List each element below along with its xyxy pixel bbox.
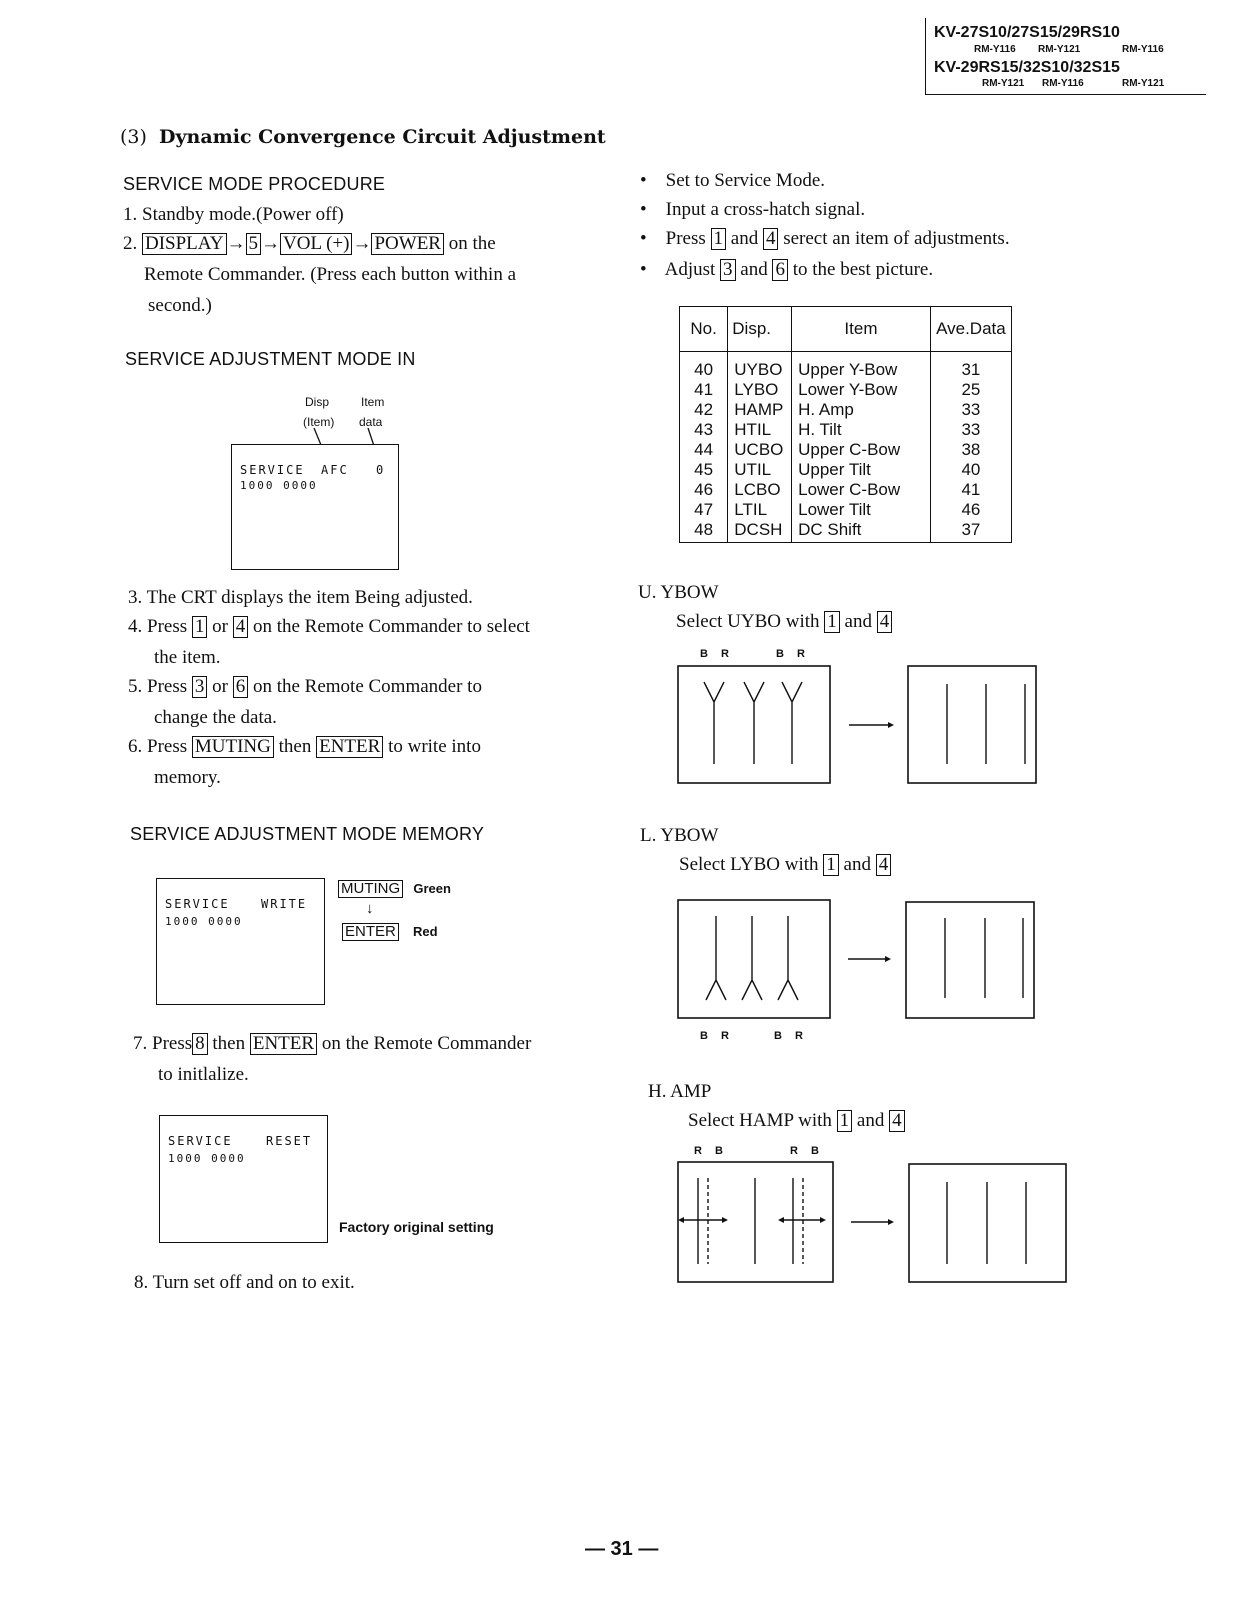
section-number: (3) [120,126,147,148]
step-1: 1. Standby mode.(Power off) [123,204,344,225]
table-row [680,500,1012,520]
step-text: or [212,676,228,697]
hamp-label: R B [694,1145,728,1157]
table-row [680,400,1012,420]
cell: H. Tilt [792,420,931,440]
step-8: 8. Turn set off and on to exit. [134,1272,355,1293]
cell: 42 [680,400,728,420]
step-text: then [212,1033,246,1054]
models-line-1: KV-27S10/27S15/29RS10 [934,24,1120,41]
key-4: 4 [763,228,779,250]
key-3: 3 [720,259,736,281]
step-text: on the Remote Commander to select [252,616,530,637]
cell: 33 [930,400,1011,420]
key-muting: MUTING [192,736,274,758]
bullet-2 [640,199,865,221]
key-enter: ENTER [342,923,399,941]
cell: Lower C-Bow [792,480,931,500]
arrow-down-icon: ↓ [366,900,374,917]
cell: DCSH [728,520,792,543]
step-text: on the Remote Commander to [252,676,482,697]
section-title-text: Dynamic Convergence Circuit Adjustment [159,126,606,148]
cell: UTIL [728,460,792,480]
step-text: on the Remote Commander [321,1033,532,1054]
callout-text: Disp [305,395,330,409]
screen-service-write [156,878,325,1005]
cell: Upper Y-Bow [792,352,931,381]
uybow-instruction [676,611,892,633]
instruction-text: Select LYBO with [679,854,819,875]
lybow-label: B R [774,1030,808,1042]
cell: 45 [680,460,728,480]
screen-text: 1000 0000 [168,1152,246,1165]
hamp-diagram [676,1160,1071,1286]
bullet-icon: • [640,170,647,191]
key-8: 8 [192,1033,208,1055]
cell: 37 [930,520,1011,543]
bullet-text: and [740,259,768,280]
cell: 41 [930,480,1011,500]
key-muting: MUTING [338,880,403,898]
instruction-text: Select UYBO with [676,611,820,632]
cell: LCBO [728,480,792,500]
cell: 44 [680,440,728,460]
step-4-line-2: the item. [154,647,221,668]
arrow: → [261,233,280,254]
key-3: 3 [192,676,208,698]
screen-text: SERVICE [165,897,230,911]
key-power: POWER [371,233,444,255]
cell: 43 [680,420,728,440]
bullet-text: Press [665,228,706,249]
step-text: to write into [388,736,481,757]
step-2 [123,233,496,255]
screen-text: 1000 0000 [240,479,318,492]
key-1: 1 [823,854,839,876]
bullet-text: Set to Service Mode. [665,170,826,191]
screen-text: 1000 0000 [165,915,243,928]
bullet-text: to the best picture. [792,259,934,280]
bullet-icon: • [640,259,647,280]
step-text: 7. Press [133,1033,193,1054]
callout-text: (Item) [303,415,335,429]
cell: HAMP [728,400,792,420]
cell: 41 [680,380,728,400]
muting-green [338,880,451,898]
step-2-line-3: second.) [148,295,212,316]
key-5: 5 [246,233,262,255]
cell: 38 [930,440,1011,460]
cell: HTIL [728,420,792,440]
step-text: 4. Press [128,616,188,637]
cell: UCBO [728,440,792,460]
table-row [680,480,1012,500]
callout-text: Item [361,395,385,409]
step-text: 6. Press [128,736,188,757]
remote-label: RM-Y116 [1122,44,1164,55]
col-header: Ave.Data [930,307,1011,352]
step-text: on the [448,233,496,254]
col-header: Disp. [728,307,792,352]
cell: Lower Tilt [792,500,931,520]
key-display: DISPLAY [142,233,227,255]
lybow-diagram [676,898,1071,1022]
lybow-title: L. YBOW [640,825,719,846]
cell: 33 [930,420,1011,440]
key-enter: ENTER [316,736,383,758]
cell: 40 [930,460,1011,480]
arrow: → [226,233,246,254]
cell: Upper Tilt [792,460,931,480]
instruction-text: and [856,1110,885,1131]
screen-text: SERVICE [168,1134,233,1148]
table-row [680,352,1012,381]
bullet-1 [640,170,825,192]
screen-text: 0 [376,463,386,477]
remote-label: RM-Y121 [1038,44,1081,55]
model-header [925,18,1206,95]
page-number: — 31 — [585,1538,659,1560]
cell: 31 [930,352,1011,381]
key-6: 6 [233,676,249,698]
instruction-text: and [843,854,871,875]
table-header-row [680,307,1012,352]
screen-service-in [231,444,399,570]
step-6-line-2: memory. [154,767,221,788]
remote-label: RM-Y121 [1122,78,1165,89]
enter-red [342,923,438,941]
memory-heading: SERVICE ADJUSTMENT MODE MEMORY [130,824,485,844]
uybow-diagram [676,664,1071,786]
step-number: 2. [123,233,138,254]
key-1: 1 [824,611,840,633]
lybow-label: B R [700,1030,734,1042]
lybow-instruction [679,854,891,876]
step-4 [128,616,530,638]
table-row [680,440,1012,460]
factory-label: Factory original setting [339,1219,494,1235]
step-text: then [278,736,312,757]
bullet-text: Adjust [664,259,716,280]
key-4: 4 [876,854,892,876]
key-6: 6 [772,259,788,281]
table-row [680,460,1012,480]
remote-label: RM-Y116 [1042,78,1084,89]
step-2-line-2: Remote Commander. (Press each button within a [144,264,517,285]
screen-text: WRITE [261,897,308,911]
bullet-icon: • [640,228,647,249]
remote-label: RM-Y121 [982,78,1025,89]
screen-text: RESET [266,1134,313,1148]
col-header: No. [680,307,728,352]
callout-text: data [359,415,383,429]
instruction-text: and [844,611,872,632]
step-5-line-2: change the data. [154,707,277,728]
step-3: 3. The CRT displays the item Being adjusted. [128,587,473,608]
adj-in-heading: SERVICE ADJUSTMENT MODE IN [125,349,416,369]
screen-text: SERVICE [240,463,305,477]
bullet-icon: • [640,199,647,220]
bullet-text: serect an item of adjustments. [783,228,1010,249]
adjustment-table [679,306,1012,543]
models-line-2: KV-29RS15/32S10/32S15 [934,59,1120,76]
cell: Upper C-Bow [792,440,931,460]
bullet-4 [640,259,933,281]
cell: DC Shift [792,520,931,543]
section-title [120,126,606,148]
cell: LYBO [728,380,792,400]
step-7 [133,1033,531,1055]
step-text: or [212,616,228,637]
step-text: 5. Press [128,676,188,697]
key-1: 1 [711,228,727,250]
hamp-title: H. AMP [648,1081,712,1102]
instruction-text: Select HAMP with [688,1110,832,1131]
cell: 46 [930,500,1011,520]
screen-service-reset [159,1115,328,1243]
screen-text: AFC [321,463,349,477]
remote-label: RM-Y116 [974,44,1016,55]
arrow: → [352,233,372,254]
cell: LTIL [728,500,792,520]
key-enter: ENTER [250,1033,317,1055]
step-5 [128,676,482,698]
key-1: 1 [192,616,208,638]
color-label-red: Red [413,924,438,939]
key-4: 4 [877,611,893,633]
bullet-3 [640,228,1010,250]
cell: 46 [680,480,728,500]
color-label-green: Green [413,881,451,896]
uybow-label: B R [776,648,810,660]
bullet-text: and [730,228,759,249]
bullet-text: Input a cross-hatch signal. [665,199,866,220]
key-1: 1 [837,1110,853,1132]
col-header: Item [792,307,931,352]
cell: Lower Y-Bow [792,380,931,400]
table-row [680,380,1012,400]
step-6 [128,736,481,758]
step-7-line-2: to initlalize. [158,1064,249,1085]
cell: 40 [680,352,728,381]
table-row [680,520,1012,543]
uybow-label: B R [700,648,734,660]
procedure-heading: SERVICE MODE PROCEDURE [123,174,386,194]
key-4: 4 [889,1110,905,1132]
cell: 48 [680,520,728,543]
hamp-label: R B [790,1145,824,1157]
cell: H. Amp [792,400,931,420]
cell: 25 [930,380,1011,400]
key-vol-plus: VOL (+) [280,233,352,255]
hamp-instruction [688,1110,905,1132]
key-4: 4 [233,616,249,638]
cell: 47 [680,500,728,520]
cell: UYBO [728,352,792,381]
table-row [680,420,1012,440]
uybow-title: U. YBOW [638,582,719,603]
